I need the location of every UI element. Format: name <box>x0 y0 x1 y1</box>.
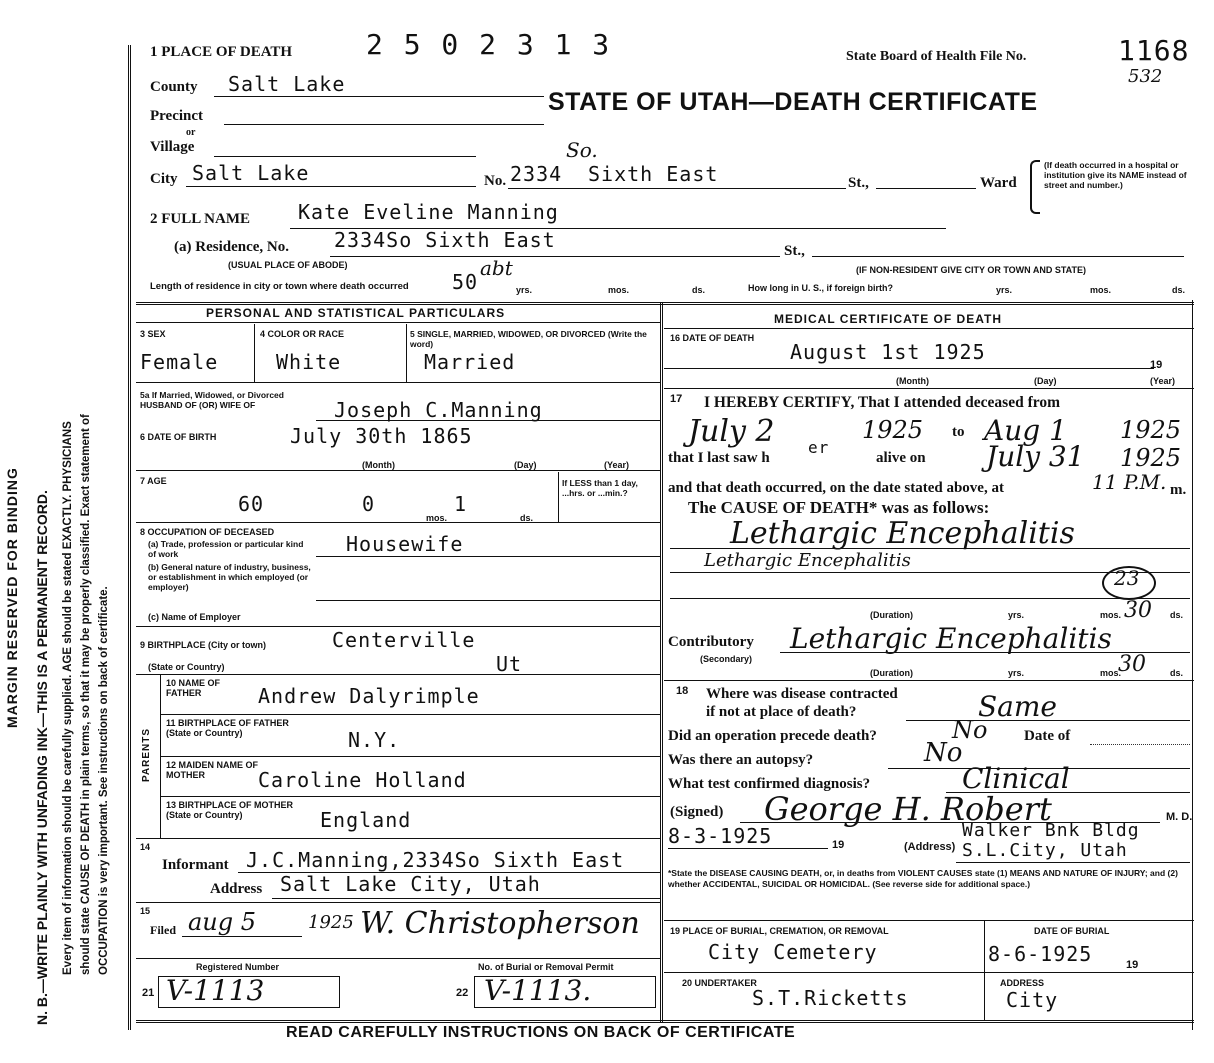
birthplace-label: 9 BIRTHPLACE (City or town) <box>140 640 266 650</box>
us-ds: ds. <box>1172 285 1186 295</box>
father-value: Andrew Dalyrimple <box>258 684 480 708</box>
burial-place-label: 19 PLACE OF BURIAL, CREMATION, OR REMOVAL <box>670 926 889 936</box>
permanent-record-note: N. B.—WRITE PLAINLY WITH UNFADING INK—THIS IS A PERMANENT RECORD. <box>34 490 50 1025</box>
length-mos: mos. <box>608 285 630 295</box>
disease-answer: Same <box>978 690 1057 723</box>
dob-month-caption: (Month) <box>362 460 395 470</box>
street-number-label: No. <box>484 173 507 189</box>
last-saw-text: that I last saw h <box>668 450 770 466</box>
ward-label: Ward <box>980 175 1017 191</box>
signed-nineteen: 19 <box>832 839 845 851</box>
precinct-label: Precinct <box>150 108 204 124</box>
city-line <box>186 186 476 187</box>
occupation-b-line <box>316 600 660 601</box>
registrar-signature: W. Christopherson <box>360 906 640 941</box>
age-label: 7 AGE <box>140 476 167 486</box>
instruction-line-2: should state CAUSE OF DEATH in plain terms, so that it may be properly classified. Exact statement of <box>80 414 92 975</box>
date-of-death-value: August 1st 1925 <box>790 340 986 364</box>
file-number-sub: 532 <box>1128 66 1163 87</box>
cause-line-3 <box>670 598 1190 599</box>
village-label: Village <box>150 139 195 155</box>
mother-value: Caroline Holland <box>258 768 467 792</box>
us-residence-label: How long in U. S., if foreign birth? <box>748 283 893 293</box>
section-top-rule <box>136 302 1194 305</box>
residence-label: (a) Residence, No. <box>174 239 289 255</box>
bottom-rule <box>136 1020 1194 1023</box>
burial-box-number: 22 <box>456 987 469 999</box>
cause-code-value: 23 <box>1114 566 1140 590</box>
attended-to-value: Aug 1 <box>984 414 1067 447</box>
alive-on-text: alive on <box>876 450 926 466</box>
street-line <box>508 188 846 189</box>
filed-label: Filed <box>150 923 176 937</box>
age-less-than-label: If LESS than 1 day, ...hrs. or ...min.? <box>562 478 638 498</box>
burial-rule <box>664 920 1194 921</box>
registered-number-label: Registered Number <box>196 962 280 972</box>
date-of-label: Date of <box>1024 728 1071 744</box>
father-birth-label: 11 BIRTHPLACE OF FATHER (State or Country) <box>166 718 289 738</box>
contributory-label: Contributory <box>668 634 754 650</box>
test-answer: Clinical <box>962 762 1070 795</box>
birthplace-state-value: Ut <box>496 652 523 676</box>
length-yrs: yrs. <box>516 285 533 295</box>
contrib-duration-yrs: yrs. <box>1008 668 1025 678</box>
age-rule <box>136 522 660 523</box>
marital-label: 5 SINGLE, MARRIED, WIDOWED, OR DIVORCED (Write the word) <box>410 329 647 349</box>
q18-number: 18 <box>676 685 689 697</box>
alive-date-value: July 31 <box>986 440 1085 473</box>
mother-birth-value: England <box>320 808 412 832</box>
informant-number: 14 <box>140 842 151 852</box>
instruction-line-1: Every item of information should be carefully supplied. AGE should be stated EXACTLY. PHYSICIANS <box>62 421 74 975</box>
occupation-line <box>316 556 660 557</box>
signed-label: (Signed) <box>670 804 724 820</box>
spouse-value: Joseph C.Manning <box>334 398 543 422</box>
disease-question-2: if not at place of death? <box>706 704 857 720</box>
date-of-death-nineteen: 19 <box>1150 359 1163 371</box>
sex-divider <box>254 324 255 382</box>
age-ds-caption: ds. <box>520 513 534 523</box>
binding-margin-note: MARGIN RESERVED FOR BINDING <box>4 467 20 728</box>
length-ds: ds. <box>692 285 706 295</box>
registered-number-value: V-1113 <box>166 974 265 1007</box>
burial-date-value: 8-6-1925 <box>988 942 1093 966</box>
hospital-brace <box>1030 160 1040 214</box>
undertaker-address-value: City <box>1006 988 1059 1012</box>
attended-from-value: July 2 <box>688 414 775 449</box>
undertaker-label: 20 UNDERTAKER <box>682 978 757 988</box>
physician-signature: George H. Robert <box>764 790 1052 828</box>
alive-year-value: 1925 <box>1120 444 1182 472</box>
length-residence-label: Length of residence in city or town where death occurred <box>150 281 409 292</box>
disease-line <box>906 720 1190 721</box>
death-year-caption: (Year) <box>1150 376 1176 386</box>
operation-question: Did an operation precede death? <box>668 728 877 744</box>
secondary-caption: (Secondary) <box>700 654 753 664</box>
autopsy-question: Was there an autopsy? <box>668 752 814 768</box>
file-no-label: State Board of Health File No. <box>846 49 1027 64</box>
marital-value: Married <box>424 350 516 374</box>
attended-year1-value: 1925 <box>862 416 924 444</box>
color-divider <box>406 324 407 382</box>
death-day-caption: (Day) <box>1034 376 1057 386</box>
age-years-value: 60 <box>238 492 265 516</box>
county-label: County <box>150 79 198 95</box>
street-number-value: 2334 <box>510 162 563 186</box>
sex-label: 3 SEX <box>140 329 166 339</box>
occupation-c-label: (c) Name of Employer <box>148 612 241 622</box>
certify-number: 17 <box>670 393 683 405</box>
dob-value: July 30th 1865 <box>290 424 473 448</box>
physician-address-1: Walker Bnk Bldg <box>962 820 1140 841</box>
contrib-duration-ds: ds. <box>1170 668 1184 678</box>
undertaker-value: S.T.Ricketts <box>752 986 909 1010</box>
contributory-value: Lethargic Encephalitis <box>790 622 1112 655</box>
column-divider <box>660 302 663 1022</box>
autopsy-answer: No <box>924 738 963 768</box>
duration-caption: (Duration) <box>870 610 913 620</box>
precinct-line <box>224 124 544 125</box>
length-residence-abt: abt <box>480 256 513 280</box>
date-of-death-line <box>664 368 1154 369</box>
filed-number: 15 <box>140 906 151 916</box>
cause-restated: Lethargic Encephalitis <box>704 550 911 571</box>
father-birth-value: N.Y. <box>348 728 401 752</box>
row9-rule <box>136 674 660 675</box>
hospital-note: (If death occurred in a hospital or institution give its NAME instead of street and number.) <box>1044 160 1187 190</box>
birthplace-value: Centerville <box>332 628 476 652</box>
father-label: 10 NAME OF FATHER <box>166 678 221 698</box>
physician-address-label: (Address) <box>904 841 956 853</box>
age-mos-caption: mos. <box>426 513 448 523</box>
full-name-label: 2 FULL NAME <box>150 211 251 227</box>
duration-ds: ds. <box>1170 610 1184 620</box>
village-line <box>214 156 476 157</box>
footer-instructions: READ CAREFULLY INSTRUCTIONS ON BACK OF CERTIFICATE <box>286 1024 796 1041</box>
mother-birth-label: 13 BIRTHPLACE OF MOTHER (State or Country) <box>166 800 294 820</box>
date-of-line <box>1090 744 1190 745</box>
row8-rule <box>136 626 660 627</box>
occurred-m-label: m. <box>1170 482 1187 498</box>
cause-footnote: *State the DISEASE CAUSING DEATH, or, in deaths from VIOLENT CAUSES state (1) MEANS AND NATURE OF INJURY; and (2) whether ACCIDENTAL, SUICIDAL OR HOMICIDAL. (See reverse side for additional space.) <box>668 868 1178 889</box>
birthplace-state-label: (State or Country) <box>148 662 225 672</box>
occupation-b-label: (b) General nature of industry, business, or establishment in which employed (or employer) <box>148 562 311 592</box>
signed-date-value: 8-3-1925 <box>668 824 773 848</box>
physician-address-2: S.L.City, Utah <box>962 840 1128 861</box>
county-value: Salt Lake <box>228 72 346 96</box>
row3-rule <box>136 382 660 383</box>
age-months-value: 0 <box>362 492 376 516</box>
undertaker-address-label: ADDRESS <box>1000 978 1045 988</box>
residence-line <box>330 256 780 257</box>
informant-address-value: Salt Lake City, Utah <box>280 872 541 896</box>
reg-box-number: 21 <box>142 987 155 999</box>
outer-left-border <box>128 45 131 1030</box>
operation-answer: No <box>952 716 988 744</box>
duration-mos: mos. <box>1100 610 1122 620</box>
personal-title-rule <box>136 322 660 323</box>
physician-address-line <box>956 862 1190 863</box>
medical-section-title: MEDICAL CERTIFICATE OF DEATH <box>774 312 1002 326</box>
city-label: City <box>150 171 178 187</box>
row17-rule <box>664 680 1194 681</box>
md-label: M. D. <box>1166 811 1193 823</box>
occupation-a-label: (a) Trade, profession or particular kind of work <box>148 539 304 559</box>
city-value: Salt Lake <box>192 161 310 185</box>
full-name-value: Kate Eveline Manning <box>298 200 559 224</box>
burial-date-label: DATE OF BURIAL <box>1034 926 1110 936</box>
cause-handwritten: Lethargic Encephalitis <box>730 516 1075 551</box>
burial-date-nineteen: 19 <box>1126 959 1139 971</box>
contrib-duration-mos: mos. <box>1100 668 1122 678</box>
file-number: 1168 <box>1118 34 1190 67</box>
duration-value: 30 <box>1124 598 1152 623</box>
residence-value: 2334So Sixth East <box>334 228 556 252</box>
mother-label: 12 MAIDEN NAME OF MOTHER <box>166 760 259 780</box>
row16-rule <box>664 388 1194 389</box>
personal-section-title: PERSONAL AND STATISTICAL PARTICULARS <box>206 306 506 320</box>
spouse-label: 5a If Married, Widowed, or Divorced HUSBAND OF (OR) WIFE OF <box>140 390 284 410</box>
usual-abode-caption: (USUAL PLACE OF ABODE) <box>228 260 348 270</box>
duration-yrs: yrs. <box>1008 610 1025 620</box>
burial-divider <box>984 920 985 1020</box>
color-value: White <box>276 350 342 374</box>
age-less-divider <box>558 472 559 522</box>
date-of-death-label: 16 DATE OF DEATH <box>670 333 755 343</box>
informant-label: Informant <box>162 857 229 873</box>
us-yrs: yrs. <box>996 285 1013 295</box>
filed-date-line <box>182 936 302 937</box>
cause-line <box>670 548 1190 549</box>
street-so-value: So. <box>566 138 598 162</box>
father-rule <box>160 714 660 715</box>
father-birth-rule <box>160 756 660 757</box>
length-residence-value: 50 <box>452 270 479 294</box>
dob-rule <box>136 470 660 471</box>
residence-st-label: St., <box>784 243 805 259</box>
burial-place-value: City Cemetery <box>708 940 878 964</box>
dob-label: 6 DATE OF BIRTH <box>140 432 217 442</box>
disease-question-1: Where was disease contracted <box>706 686 898 702</box>
registration-rule <box>136 958 660 959</box>
non-resident-note: (IF NON-RESIDENT GIVE CITY OR TOWN AND STATE) <box>856 265 1087 275</box>
contrib-duration-caption: (Duration) <box>870 668 913 678</box>
dob-year-caption: (Year) <box>604 460 630 470</box>
test-question: What test confirmed diagnosis? <box>668 776 871 792</box>
occupation-label: 8 OCCUPATION OF DECEASED <box>140 527 275 537</box>
dob-day-caption: (Day) <box>514 460 537 470</box>
cause-text: The CAUSE OF DEATH* was as follows: <box>688 498 990 517</box>
occupation-value: Housewife <box>346 532 464 556</box>
attended-year2-value: 1925 <box>1120 416 1182 444</box>
spouse-line <box>316 420 660 421</box>
or-label: or <box>186 127 196 138</box>
occurred-text: and that death occurred, on the date stated above, at <box>668 480 1004 496</box>
filed-date-value: aug 5 <box>188 908 257 936</box>
burial-permit-label: No. of Burial or Removal Permit <box>478 962 614 972</box>
occurred-time-value: 11 P.M. <box>1092 470 1167 494</box>
street-value: Sixth East <box>588 162 719 186</box>
informant-address-line <box>272 898 660 899</box>
sex-value: Female <box>140 350 219 374</box>
burial-permit-value: V-1113. <box>484 974 592 1007</box>
undertaker-rule <box>664 972 1194 973</box>
street-st-label: St., <box>848 175 869 191</box>
informant-address-label: Address <box>210 881 263 897</box>
parents-side-label: PARENTS <box>141 727 152 782</box>
signed-date-line <box>668 848 828 849</box>
to-label: to <box>952 424 965 440</box>
medical-title-rule <box>664 328 1194 329</box>
row14-rule <box>136 902 660 903</box>
residence-tail-line <box>812 256 1184 257</box>
age-days-value: 1 <box>454 492 468 516</box>
certify-text: I HEREBY CERTIFY, That I attended deceased from <box>704 394 1060 411</box>
ward-pre-line <box>876 188 976 189</box>
filed-year-value: 1925 <box>308 912 354 933</box>
mother-rule <box>160 796 660 797</box>
certificate-title: STATE OF UTAH—DEATH CERTIFICATE <box>548 88 1038 116</box>
place-of-death-label: 1 PLACE OF DEATH <box>150 44 293 60</box>
death-month-caption: (Month) <box>896 376 929 386</box>
informant-value: J.C.Manning,2334So Sixth East <box>246 848 625 872</box>
parents-bottom-rule <box>136 838 660 839</box>
certificate-number: 2 5 0 2 3 1 3 <box>366 28 612 61</box>
color-label: 4 COLOR OR RACE <box>260 329 345 339</box>
contrib-duration-value: 30 <box>1118 652 1146 677</box>
last-saw-sup: er <box>808 438 830 457</box>
county-line <box>214 96 544 97</box>
us-mos: mos. <box>1090 285 1112 295</box>
instruction-line-3: OCCUPATION is very important. See instructions on back of certificate. <box>98 586 110 975</box>
